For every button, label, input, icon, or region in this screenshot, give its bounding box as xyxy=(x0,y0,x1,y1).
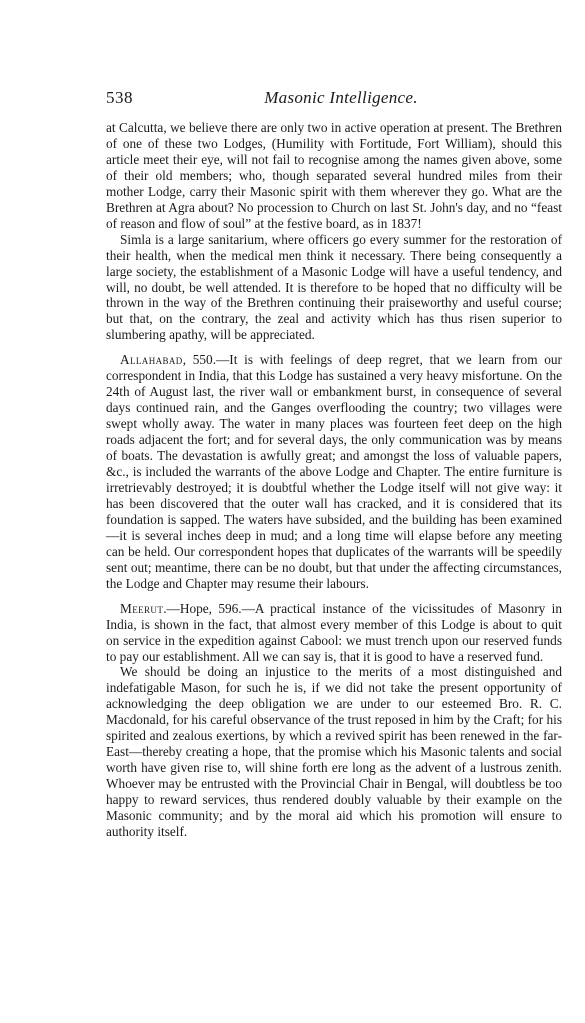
paragraph-macdonald-tribute xyxy=(106,664,562,839)
lodge-name: Meerut xyxy=(120,600,164,616)
running-title: Masonic Intelligence. xyxy=(264,88,418,107)
paragraph-allahabad xyxy=(106,352,562,591)
paragraph-simla xyxy=(106,232,562,344)
paragraph-text: We should be doing an injustice to the merits of a most distinguished and indefatigable Mason, for such he is, if we did not take the present opportunity of acknowledging the deep obligation we are under to our esteemed Bro. R. C. Macdonald, for his careful observance of the trust reposed in him by the Craft; for his spirited and zealous exertions, by which a revived spirit has been renewed in the far-East—thereby creating a hope, that the promise which his Masonic talents and social worth have given rise to, will shine forth ere long as the advent of a lustrous zenith. Whoever may be entrusted with the Provincial Chair in Bengal, will doubtless be too happy to reward services, thus rendered doubly valuable by their example on the Masonic community; and by the moral aid which his promotion will ensure to authority itself. xyxy=(106,664,562,839)
paragraph-text: at Calcutta, we believe there are only two in active operation at present. The Brethren of one of these two Lodges, (Humility with Fortitude, Fort William), should this article meet their eye, will not fail to recognise among the names given above, some of their old members; who, though separated several hundred miles from their mother Lodge, carry their Masonic spirit with them wherever they go. What are the Brethren at Agra about? No procession to Church on last St. John's day, and no “feast of reason and flow of soul” at the festive board, as in 1837! xyxy=(106,120,562,231)
paragraph-calcutta-continued xyxy=(106,120,562,232)
running-head xyxy=(106,88,562,112)
paragraph-text: Simla is a large sanitarium, where officers go every summer for the restoration of their health, when the medical men think it necessary. There being consequently a large society, the establishment of a Masonic Lodge will have a useful tendency, and will, no doubt, be well attended. It is therefore to be hoped that no difficulty will be thrown in the way of the Brethren continuing their praiseworthy and useful course; but that, on the contrary, the zeal and activity which has thus risen superior to slumbering apathy, will be appreciated. xyxy=(106,231,562,343)
lodge-name: Allahabad xyxy=(120,352,183,368)
book-page xyxy=(106,88,562,840)
article-body xyxy=(106,120,562,840)
paragraph-meerut xyxy=(106,601,562,665)
paragraph-text: , 550.—It is with feelings of deep regret, that we learn from our correspondent in India, that this Lodge has sustained a very heavy misfortune. On the 24th of August last, the river wall or embankment burst, in consequence of several days continued rain, and the Ganges overflooding the country; two villages were swept wholly away. The water in many places was fourteen feet deep on the high roads adjacent the fort; and for several days, the only communication was by means of boats. The devastation is awfully great; and amongst the loss of valuable papers, &c., is included the warrants of the above Lodge and Chapter. The entire furniture is irretrievably destroyed; it is doubtful whether the Lodge itself will not give way: it has been discovered that the outer wall has cracked, and it is considered that its foundation is sapped. The waters have subsided, and the building has been examined—it is several inches deep in mud; and a long time will elapse before any meeting can be held. Our correspondent hopes that duplicates of the warrants will be speedily sent out; meantime, there can be no doubt, but that under the affecting circumstances, the Lodge and Chapter may resume their labours. xyxy=(106,352,562,591)
paragraph-text: .—Hope, 596.—A practical instance of the vicissitudes of Masonry in India, is shown in the fact, that almost every member of this Lodge is about to quit on service in the expedition against Cabool: we must trench upon our reserved funds to pay our establishment. All we can say is, that it is good to have a reserved fund. xyxy=(106,600,562,664)
page-number: 538 xyxy=(106,88,133,107)
